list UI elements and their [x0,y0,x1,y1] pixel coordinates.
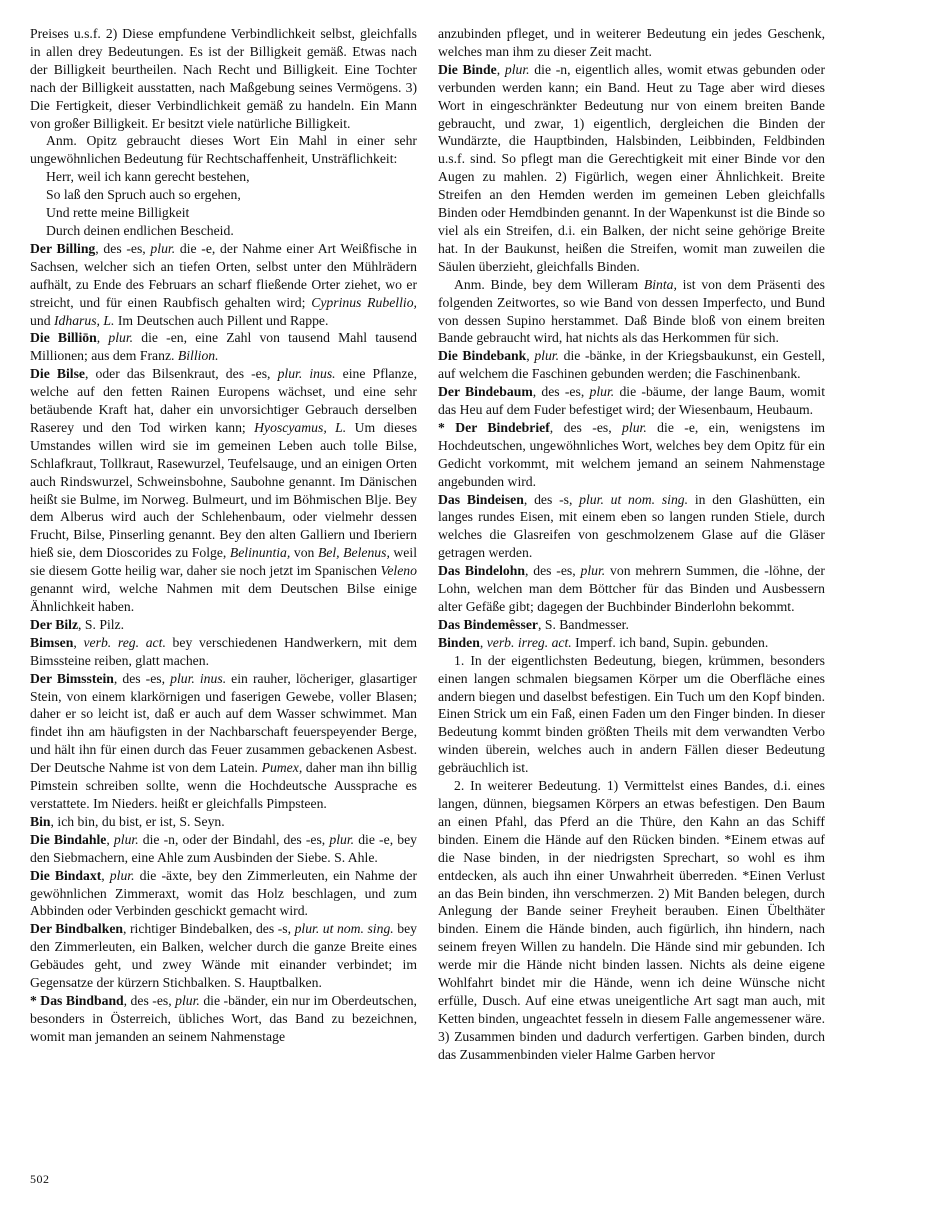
headword: Der Bilz [30,616,79,632]
dictionary-entry [438,616,825,634]
italic-term: verb. reg. act. [83,634,166,650]
entry-text: , [96,330,109,346]
dictionary-entry [30,813,417,831]
dictionary-entry [438,634,825,652]
dictionary-entry [30,831,417,867]
entry-text: Imperf. ich band, Supin. gebunden. [571,634,769,650]
entry-text: Herr, weil ich kann gerecht bestehen, [46,169,250,185]
dictionary-entry [30,992,417,1046]
entry-text: ist von dem Präsenti des folgenden Zeitwortes, so wie Band von dessen Imperfecto, und Bund von dessen Supino herstammet. Daß Binde bloß von einem breiten Bande gebraucht wird, hat nichts als das Herkommen für sich. [438,276,825,346]
headword: Das Bindeisen [438,491,524,507]
headword: * Das Bindband [30,992,124,1008]
entry-text: 2. In weiterer Bedeutung. 1) Vermittelst eines Bandes, d.i. eines langen, dünnen, biegsamen Körpers an etwas befestigen. Den Baum an einen Pfahl, das Pferd an die Thüre, den Kahn an das Schiff binden. Einem die Hände auf den Rücken binden. *Einem etwas auf die Nase binden, in der niedrigsten Sprechart, so wohl es ihm entdecken, als auch ihn einer Unwahrheit überreden. *Einen Verlust an das Bein binden, ihn verschmerzen. 2) Mit Banden belegen, durch Anlegung der Bande seiner Freyheit berauben. Einen Übelthäter binden. Einem die Hände binden, auch figürlich, ihn hindern, nach seinem freyen Willen zu handeln. Die Hände sind mir gebunden. Ich werde mir die Hände nicht binden lassen. Nichts als deine eigene Wohlfahrt bindet mir die Hände, wenn ich deine Wünsche nicht erfülle, Dusch. Auf eine etwas uneigentliche Art sagt man auch, mit Ketten binden, ungeachtet fesseln in diesem Falle angemessener wäre. 3) Zusammen binden und dadurch verfertigen. Garben binden, durch das Zusammenbinden vieler Halme Garben hervor [438,778,825,1062]
dictionary-entry [30,920,417,992]
entry-text: bey den Zimmerleuten, ein Balken, welcher durch die ganze Breite eines Gebäudes geht, und zwey Wände mit einander verbindet; im Gegensatze der kürzern Stichbalken. S. Hauptbalken. [30,921,417,991]
entry-text: , [73,634,84,650]
page-number: 502 [30,1172,50,1186]
dictionary-entry [438,777,825,1064]
entry-text: , [106,831,114,847]
entry-text: daher man ihn billig Pimstein schreiben sollte, wenn die Hochdeutsche Aussprache es verstattete. Im Nieders. heißt er gleichfalls Pimpsteen. [30,760,417,811]
dictionary-entry [438,276,825,348]
headword: Das Bindemêsser [438,616,538,632]
entry-text: , des -es, [549,419,623,435]
headword: Die Billiōn [30,330,97,346]
entry-text: und [30,312,54,328]
dictionary-entry [438,562,825,616]
headword: Bimsen [30,634,74,650]
headword: * Der Bindebrief [438,419,550,435]
entry-text: genannt wird, welche Nahmen mit dem Deutschen Bilse einige Ähnlichkeit haben. [30,581,417,614]
headword: Das Bindelohn [438,563,525,579]
entry-text: anzubinden pfleget, und in weiterer Bedeutung ein jedes Geschenk, welches man ihm zu dieser Zeit macht. [438,26,825,59]
entry-text: , des -es, [113,670,171,686]
dictionary-entry [438,347,825,383]
italic-term: plur. ut nom. sing. [294,921,394,937]
headword: Der Billing [30,240,96,256]
headword: Die Bilse [30,366,85,382]
entry-text: Durch deinen endlichen Bescheid. [46,222,234,238]
entry-text: die -bänke, in der Kriegsbaukunst, ein Gestell, auf welchem die Faschinen gebunden werden; die Faschinenbank. [438,348,825,382]
dictionary-entry [30,365,417,616]
dictionary-entry [30,240,417,330]
entry-text: die -äxte, bey den Zimmerleuten, ein Nahme der gewöhnlichen Zimmeraxt, womit das Holz beschlagen, und zum Abbinden oder Verbinden geschickt gemacht wird. [30,867,417,919]
entry-text: , oder das Bilsenkraut, des -es, [84,366,278,382]
italic-term: plur. [534,348,560,364]
entry-text: , [479,634,487,650]
entry-text: ein rauher, löcheriger, glasartiger Stein, von einem klarkörnigen und faserigen Gewebe, voller Blasen; daher er so leicht ist, daß er auch auf dem Wasser schwimmet. Man findet ihn am häufigsten in der Nachbarschaft feuerspeyender Berge, und hält ihn für einen durch das Feuer zusammen gebackenen Asbest. Der Deutsche Nahme ist von dem Latein. [30,670,417,776]
entry-text: , S. Pilz. [78,616,125,632]
entry-text: , des -es, [524,563,581,579]
entry-text: 1. In der eigentlichsten Bedeutung, biegen, krümmen, besonders einen langen schmalen biegsamen Körper um die Oberfläche eines andern biegen und daselbst befestigen. Ein Tuch um den Kopf binden. Einen Strick um ein Faß, einen Faden um den Finger binden. In dieser Bedeutung kommt binden größten Theils mit dem verwandten Verbo winden überein, welches auch in andern Fällen dieser Bedeutung gebräuchlich ist. [438,652,825,776]
entry-text: Um dieses Umstandes willen wird sie im gemeinen Leben auch tolle Bilse, Schlafkraut, Tollkraut, Rasewurzel, Teufelsauge, und an einigen Orten auch Rindswurzel, Schweinsbohne, Saubohne genannt. Im Dänischen heißt sie Bulme, im Norweg. Bulmeurt, und im Böhmischen Blje. Bey dem Alberus wird auch der Schlehenbaum, oder vielmehr dessen Frucht, Bilse, Pinserling genannt. Bey den alten Galliern und Iberiern hieß sie, dem Dioscorides zu Folge, [30,419,418,561]
italic-term: Hyoscyamus, L. [254,419,347,435]
entry-text: Anm. Opitz gebraucht dieses Wort Ein Mahl in einer sehr ungewöhnlichen Bedeutung für Rechtschaffenheit, Unsträflichkeit: [30,133,417,167]
italic-term: Binta, [643,276,677,292]
entry-text: , [526,348,535,364]
dictionary-entry [438,383,825,419]
dictionary-entry [30,132,417,168]
headword: Binden [438,634,480,650]
headword: Bin [30,813,51,829]
italic-term: plur. [329,831,355,847]
entry-text: Preises u.s.f. 2) Diese empfundene Verbindlichkeit selbst, gleichfalls in allen drey Bedeutungen. Es ist der Billigkeit gemäß. Etwas nach der Billigkeit beurtheilen. Nach Recht und Billigkeit. Eine Tochter nach der Billigkeit ausstatten, nach Maßgebung seines Vermögens. 3) Die Fertigkeit, dieser Verbindlichkeit gemäß zu handeln. Ein Mann von großer Billigkeit. Er besitzt viele natürliche Billigkeit. [30,26,417,131]
entry-text: eine Pflanze, welche auf den fetten Rainen Europens wächset, und eine sehr betäubende Kraft hat, daher ein unvorsichtiger Gebrauch derselben Raserey und den Tod wirken kann; [30,366,417,435]
verse-line [30,204,417,222]
headword: Die Bindahle [30,831,107,847]
entry-text: von [290,545,318,561]
entry-text: die -n, oder der Bindahl, des -es, [138,831,330,847]
italic-term: Billion. [177,348,219,364]
dictionary-entry [30,329,417,365]
headword: Die Binde [438,61,497,77]
italic-term: plur. [622,419,647,435]
dictionary-entry [30,25,417,132]
italic-term: plur. [504,61,530,77]
entry-text: , des -es, [532,384,590,400]
verse-line [30,186,417,204]
verse-line [30,168,417,186]
entry-text: bey verschiedenen Handwerkern, mit dem Bimssteine reiben, glatt machen. [30,634,418,668]
italic-term: verb. irreg. act. [486,634,572,650]
italic-term: Cyprinus Rubellio, [311,294,417,310]
italic-term: plur. [589,384,615,400]
italic-term: plur. [108,330,134,346]
italic-term: plur. inus. [170,670,227,686]
italic-term: plur. [109,867,135,883]
italic-term: plur. ut nom. sing. [579,491,689,507]
entry-text: , des -s, [523,491,580,507]
entry-text: in den Glashütten, ein langes rundes Eisen, mit einem eben so langen runden Stiele, durch welches die Glasreifen von geschmolzenem Glase auf die Gläser getragen werden. [438,491,825,561]
italic-term: plur. inus. [277,366,336,382]
headword: Der Bindebaum [438,384,533,400]
entry-text: , des -es, [95,240,151,256]
entry-text: die -e, bey den Siebmachern, eine Ahle zum Ausbinden der Siebe. S. Ahle. [30,831,417,865]
headword: Der Bimsstein [30,670,114,686]
dictionary-entry [30,867,417,921]
dictionary-entry [438,25,825,61]
entry-text: , des -es, [123,992,176,1008]
entry-text: Im Deutschen auch Pillent und Rappe. [114,312,329,328]
italic-term: plur. [150,240,176,256]
verse-line [30,222,417,240]
dictionary-entry [438,61,825,276]
entry-text: von mehrern Summen, die -löhne, der Lohn, welchen man dem Böttcher für das Binden und Ausbessern alter Gefäße gibt; dagegen der Buchbinder Binderlohn bekommt. [438,563,825,614]
entry-text: die -e, ein, wenigstens im Hochdeutschen, ungewöhnliches Wort, welches bey dem Opitz für ein Gedicht vorkommt, mit welchem jemand an seinem Nahmenstage angebunden wird. [438,419,825,489]
dictionary-entry [438,491,825,563]
italic-term: Idharus, L. [53,312,115,328]
dictionary-entry [30,670,417,813]
right-column [438,25,825,1064]
entry-text: die -n, eigentlich alles, womit etwas gebunden oder verbunden werden kann; ein Band. Heut zu Tage aber wird dieses Wort in eingeschränkter Bedeutung nur von einem breiten Bande gebraucht, und zwar, 1) eigentlich, dergleichen die Binden der Wundärzte, die Hauptbinden, Halsbinden, Leibbinden, Feldbinden u.s.f. sind. So pflegt man die Gerechtigkeit mit einer Binde vor den Augen zu mahlen. 2) Figürlich, wegen einer Ähnlichkeit. Breite Streifen an den Hemden werden im gemeinen Leben gleichfalls Binden oder Hemdbinden genannt. In der Wapenkunst ist die Binde so viel als ein Streifen, d.i. ein Balken, der nicht seine gehörige Breite hat. In der Baukunst, heißen die Streifen, womit man zuweilen die Säulen überzieht, gleichfalls Binden. [438,61,826,274]
italic-term: Belinuntia, [229,545,291,561]
headword: Die Bindaxt [30,867,102,883]
italic-term: plur. [580,563,606,579]
entry-text: Anm. Binde, bey dem Willeram [454,276,644,292]
dictionary-entry [30,634,417,670]
entry-text: Und rette meine Billigkeit [46,205,190,221]
headword: Die Bindebank [438,348,527,364]
entry-text: die -en, eine Zahl von tausend Mahl tausend Millionen; aus dem Franz. [30,330,418,364]
entry-text: , S. Bandmesser. [538,616,629,632]
headword: Der Bindbalken [30,921,124,937]
italic-term: Bel, Belenus, [317,545,390,561]
dictionary-entry [438,419,825,491]
entry-text: , ich bin, du bist, er ist, S. Seyn. [50,813,225,829]
dictionary-entry [30,616,417,634]
entry-text: weil sie diesem Gotte heilig war, daher sie noch jetzt im Spanischen [30,545,417,579]
entry-text: , richtiger Bindebalken, des -s, [123,921,295,937]
entry-text: , [496,61,505,77]
italic-term: Veleno [380,563,417,579]
dictionary-entry [438,652,825,777]
italic-term: plur. [175,992,200,1008]
italic-term: plur. [113,831,139,847]
italic-term: Pumex, [261,760,303,776]
entry-text: die -bäume, der lange Baum, womit das Heu auf dem Fuder befestiget wird; der Wiesenbaum, Heubaum. [438,384,825,418]
entry-text: , [101,867,110,883]
left-column [30,25,417,1046]
entry-text: die -e, der Nahme einer Art Weißfische in Sachsen, welcher sich an tiefen Orten, selbst unter den Mühlrädern aufhält, zu Ende des Februars an scharf fließende Orter ziehet, wo er streicht, und für einen Raubfisch gehalten wird; [30,240,417,310]
entry-text: die -bänder, ein nur im Oberdeutschen, besonders in Österreich, übliches Wort, das Band zu bezeichnen, womit man jemanden an seinem Nahmenstage [30,992,417,1044]
entry-text: So laß den Spruch auch so ergehen, [46,187,241,203]
